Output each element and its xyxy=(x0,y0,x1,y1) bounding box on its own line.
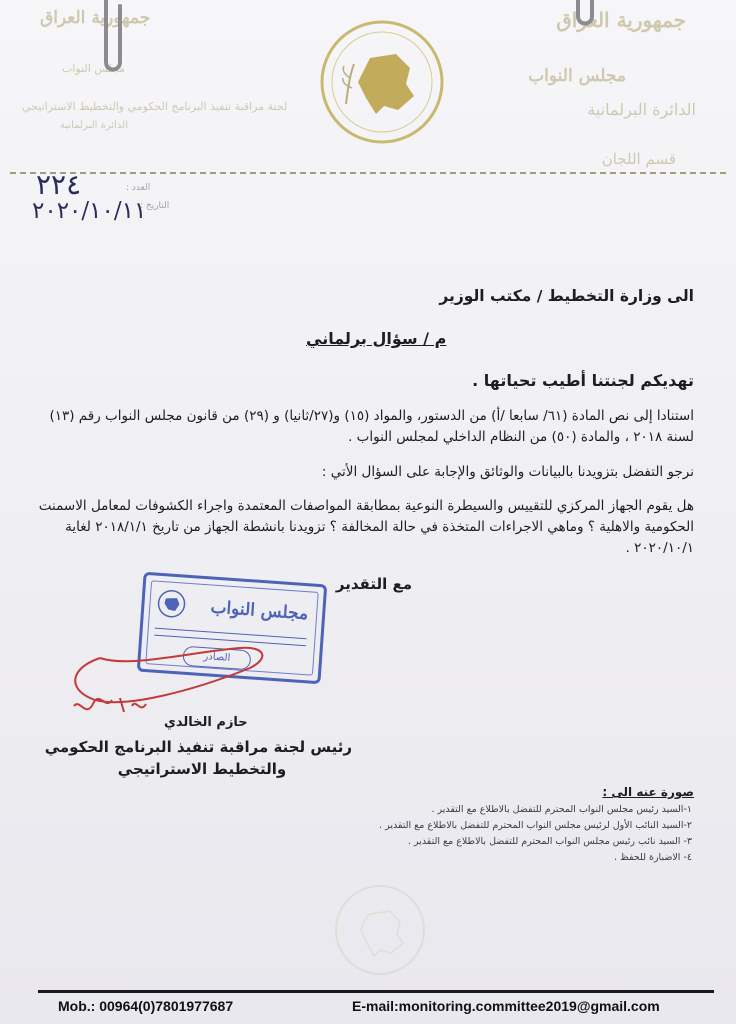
reference-date: ٢٠٢٠/١٠/١١ xyxy=(32,198,147,224)
paperclip-icon-right xyxy=(566,0,606,30)
watermark-seal-icon xyxy=(330,880,430,980)
letterhead-left-line-2: مجلس النواب xyxy=(62,62,125,75)
copies-item: ٣- السيد نائب رئيس مجلس النواب المحترم للتفضل بالاطلاع مع التقدير . xyxy=(407,836,692,847)
subject-line: م / سؤال برلماني xyxy=(306,329,447,348)
letterhead-left-line-3: لجنة مراقبة تنفيذ البرنامج الحكومي والتخطيط الاستراتيجي xyxy=(22,100,288,113)
signatory-title-line-1: رئيس لجنة مراقبة تنفيذ البرنامج الحكومي xyxy=(44,738,352,756)
copies-heading: صورة عنه الى : xyxy=(602,785,694,799)
paragraph-legal-basis: استنادا إلى نص المادة (٦١/ سابعا /أ) من الدستور، والمواد (١٥) و(٢٧/ثانيا) و (٢٩) من قانون مجلس النواب رقم (١٣) لسنة ٢٠١٨ ، والمادة (٥٠) من النظام الداخلي لمجلس النواب . xyxy=(49,408,694,445)
letterhead-left-line-1: جمهورية العراق xyxy=(40,8,151,28)
copies-item: ٤- الاضبارة للحفظ . xyxy=(613,852,692,863)
paragraph-request: نرجو التفضل بتزويدنا بالبيانات والوثائق والإجابة على السؤال الأتي : xyxy=(321,464,694,480)
letterhead-right-line-2: مجلس النواب xyxy=(528,66,626,86)
reference-number: ٢٢٤ xyxy=(36,168,82,201)
footer-divider xyxy=(38,990,714,993)
copies-item: ٢-السيد النائب الأول لرئيس مجلس النواب المحترم للتفضل بالاطلاع مع التقدير . xyxy=(379,820,692,831)
letterhead-left-line-4: الدائرة البرلمانية xyxy=(60,120,128,131)
stamp-label-issued: الصادر xyxy=(182,646,251,671)
addressee: الى وزارة التخطيط / مكتب الوزير xyxy=(439,287,694,305)
greeting: تهديكم لجنتنا أطيب تحياتها . xyxy=(472,371,694,390)
footer-mobile: Mob.: 00964(0)7801977687 xyxy=(58,998,234,1014)
paragraph-question: هل يقوم الجهاز المركزي للتقييس والسيطرة النوعية بمطابقة المواصفات المعتمدة واجراء الكشوفات لمعامل الاسمنت الحكومية والاهلية ؟ وماهي الاجراءات المتخذة في حالة المخالفة ؟ تزويدنا بانشطة الجهاز من تاريخ ٢٠١٨/١/١ لغاية ٢٠٢٠/١٠/١ . xyxy=(38,498,694,556)
letterhead-right-line-1: جمهورية العراق xyxy=(556,8,686,32)
signatory-title-line-2: والتخطيط الاستراتيجي xyxy=(117,760,287,778)
header-divider xyxy=(10,172,726,174)
signature-icon xyxy=(60,628,290,728)
parliament-seal-icon xyxy=(318,18,446,146)
signatory-name: حازم الخالدي xyxy=(164,715,248,730)
reference-number-label: العدد : xyxy=(126,183,151,193)
copies-item: ١-السيد رئيس مجلس النواب المحترم للتفضل بالاطلاع مع التقدير . xyxy=(431,804,692,815)
letterhead-right-line-4: قسم اللجان xyxy=(601,150,676,168)
paperclip-icon xyxy=(92,0,132,78)
footer-email: E-mail:monitoring.committee2019@gmail.com xyxy=(352,998,660,1014)
closing-regards: مع التقدير xyxy=(335,575,412,593)
letterhead-right-line-3: الدائرة البرلمانية xyxy=(587,100,696,119)
reference-date-label: التاريخ : xyxy=(140,201,170,211)
stamp-title: مجلس النواب xyxy=(209,597,309,625)
stamp-emblem-icon xyxy=(154,588,190,620)
